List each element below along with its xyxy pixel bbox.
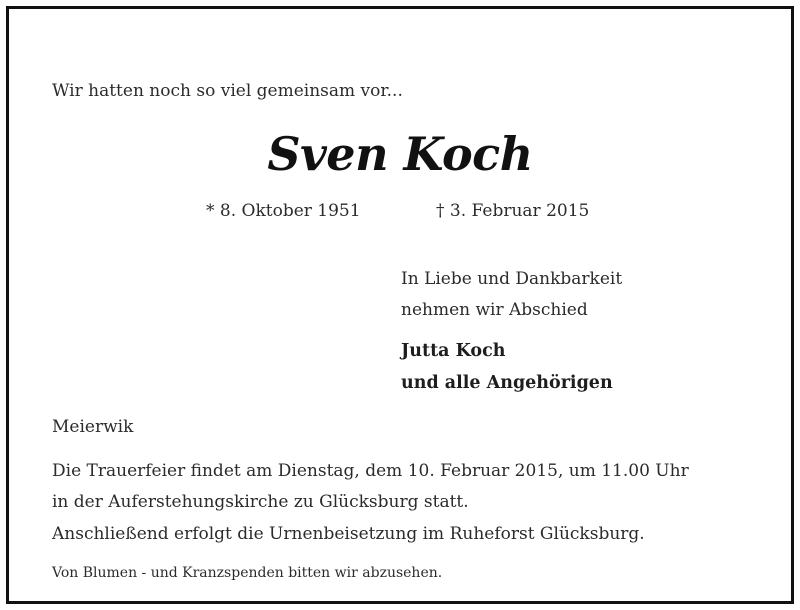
farewell-line-1: In Liebe und Dankbarkeit xyxy=(401,269,623,289)
place-name: Meierwik xyxy=(52,417,134,437)
birth-date: * 8. Oktober 1951 xyxy=(206,201,361,221)
farewell-line-2: nehmen wir Abschied xyxy=(401,300,588,320)
obituary-notice xyxy=(6,6,794,604)
death-date: † 3. Februar 2015 xyxy=(436,201,590,221)
signature-line-1: Jutta Koch xyxy=(401,341,506,361)
deceased-name: Sven Koch xyxy=(267,127,533,181)
funeral-info-line-3: Anschließend erfolgt die Urnenbeisetzung im Ruheforst Glücksburg. xyxy=(52,524,645,544)
funeral-info-line-2: in der Auferstehungskirche zu Glücksburg statt. xyxy=(52,492,469,512)
intro-text: Wir hatten noch so viel gemeinsam vor... xyxy=(52,81,403,101)
signature-line-2: und alle Angehörigen xyxy=(401,373,613,393)
funeral-info-line-1: Die Trauerfeier findet am Dienstag, dem 10. Februar 2015, um 11.00 Uhr xyxy=(52,461,689,481)
flowers-note: Von Blumen - und Kranzspenden bitten wir abzusehen. xyxy=(52,565,443,581)
